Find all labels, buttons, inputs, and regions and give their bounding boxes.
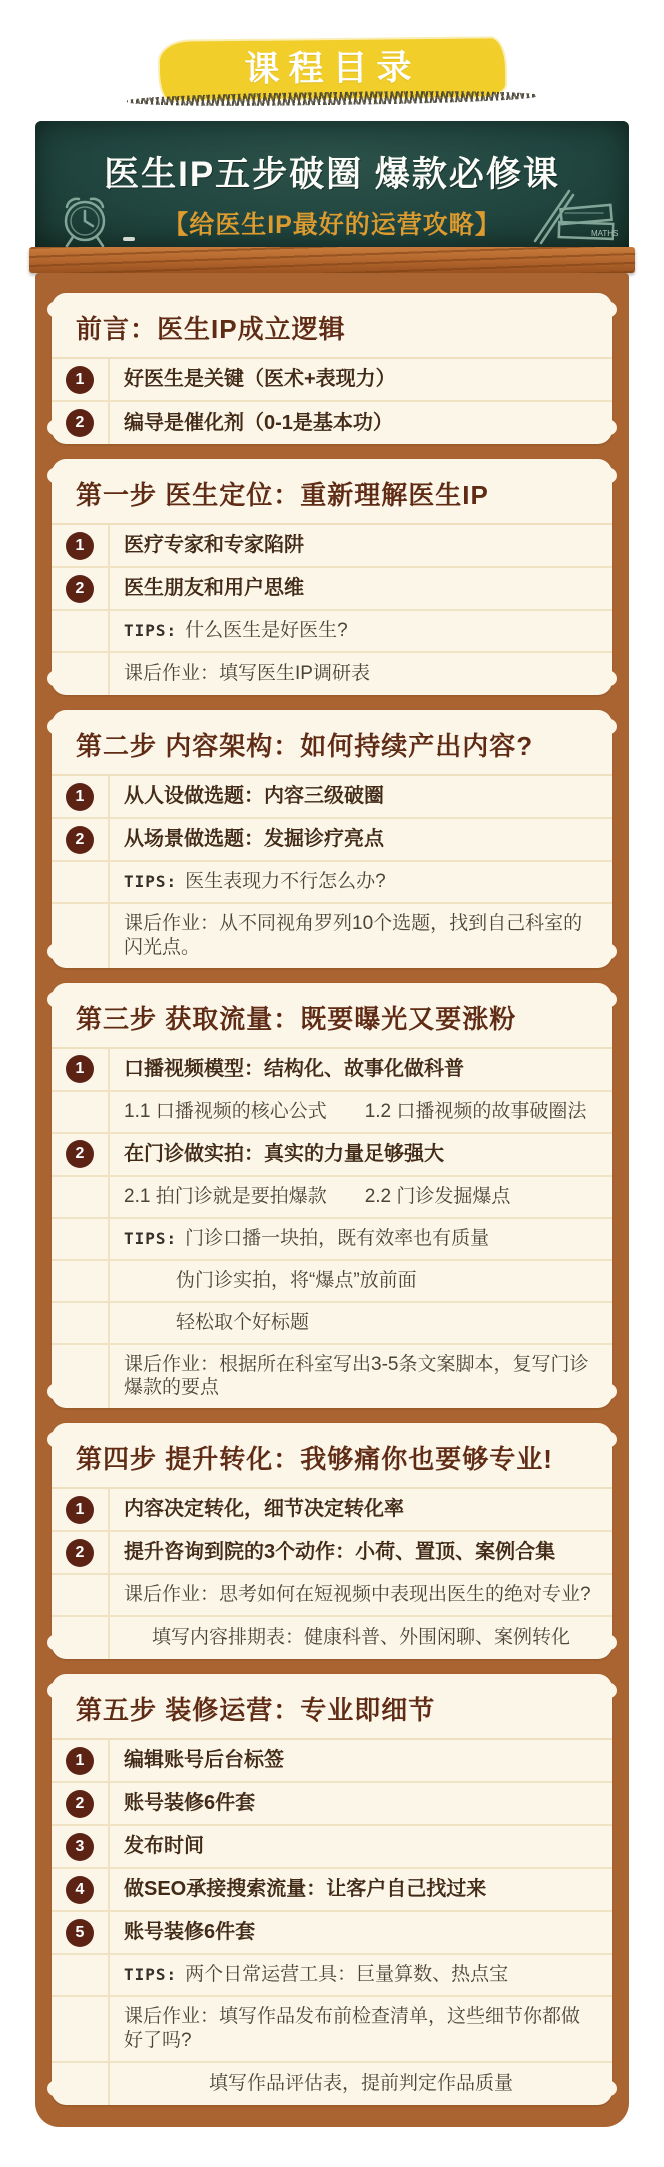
corner-ornament — [47, 944, 62, 959]
syllabus-row — [52, 1049, 612, 1092]
syllabus-row — [52, 1261, 612, 1303]
corner-ornament — [47, 2081, 62, 2096]
corner-ornament — [47, 302, 62, 317]
row-number-cell — [52, 1092, 110, 1132]
alarm-clock-icon — [47, 181, 125, 247]
row-number-cell — [52, 611, 110, 651]
row-text — [110, 1783, 612, 1824]
book-label: MATHS — [591, 229, 619, 238]
corner-ornament — [602, 1635, 617, 1650]
section-title: 前言：医生IP成立逻辑 — [52, 293, 612, 359]
corner-ornament — [602, 468, 617, 483]
syllabus-row — [52, 568, 612, 611]
item-text: 轻松取个好标题 — [176, 1311, 310, 1333]
page-bottom-space — [0, 2127, 664, 2167]
row-text — [110, 1955, 612, 1995]
item-text: 账号装修6件套 — [124, 1792, 256, 1814]
row-text — [110, 904, 612, 968]
row-number-cell — [52, 1489, 110, 1530]
item-number-badge: 1 — [66, 1055, 94, 1083]
row-text — [110, 1049, 612, 1090]
syllabus-row — [52, 1345, 612, 1409]
item-number-badge: 1 — [66, 532, 94, 560]
item-text: 账号装修6件套 — [124, 1921, 256, 1943]
row-text — [110, 1740, 612, 1781]
tips-label: TIPS: — [124, 1228, 178, 1248]
tips-label: TIPS: — [124, 1965, 178, 1984]
course-card — [52, 459, 612, 695]
corner-ornament — [602, 420, 617, 435]
row-text — [110, 2063, 612, 2105]
row-number-cell — [52, 1303, 110, 1343]
course-card — [52, 1423, 612, 1659]
corner-ornament — [602, 992, 617, 1007]
row-number-cell — [52, 1177, 110, 1217]
corner-ornament — [602, 719, 617, 734]
syllabus-row — [52, 776, 612, 819]
syllabus-row — [52, 1219, 612, 1261]
row-text — [110, 1261, 612, 1301]
syllabus-row — [52, 1532, 612, 1575]
row-number-cell — [52, 1575, 110, 1615]
section-title: 第二步 内容架构：如何持续产出内容? — [52, 710, 612, 776]
course-card — [52, 1674, 612, 2105]
item-text: 编辑账号后台标签 — [124, 1749, 284, 1771]
section-title: 第五步 装修运营：专业即细节 — [52, 1674, 612, 1740]
row-number-cell — [52, 1869, 110, 1910]
section-rows — [52, 1740, 612, 2105]
item-number-badge: 1 — [66, 783, 94, 811]
course-title: 医生IP五步破圈 爆款必修课 — [104, 155, 560, 194]
course-panel — [35, 273, 629, 2127]
item-text: 课后作业：思考如何在短视频中表现出医生的绝对专业? — [124, 1584, 591, 1606]
row-text — [110, 1532, 612, 1573]
item-text: 课后作业：从不同视角罗列10个选题，找到自己科室的闪光点。 — [124, 913, 583, 958]
row-number-cell — [52, 1912, 110, 1953]
item-text: 在门诊做实拍：真实的力量足够强大 — [124, 1142, 444, 1165]
row-text — [110, 776, 612, 817]
syllabus-row — [52, 1740, 612, 1783]
syllabus-row — [52, 1575, 612, 1617]
row-number-cell — [52, 1740, 110, 1781]
section-rows — [52, 1049, 612, 1409]
section-rows — [52, 359, 612, 444]
syllabus-row — [52, 1303, 612, 1345]
syllabus-row — [52, 1912, 612, 1955]
row-text — [110, 862, 612, 902]
row-number-cell — [52, 1997, 110, 2061]
row-text — [110, 1345, 612, 1409]
syllabus-row — [52, 611, 612, 653]
tips-label: TIPS: — [124, 621, 178, 640]
chalkboard-header — [35, 121, 629, 247]
course-subtitle: 【给医生IP最好的运营攻略】 — [163, 211, 501, 239]
row-text — [110, 1869, 612, 1910]
item-number-badge: 4 — [66, 1876, 94, 1904]
item-text: 发布时间 — [124, 1835, 204, 1857]
books-icon — [517, 177, 621, 247]
item-text: 门诊口播一块拍，既有效率也有质量 — [185, 1227, 490, 1249]
row-number-cell — [52, 1261, 110, 1301]
syllabus-row — [52, 1134, 612, 1177]
row-number-cell — [52, 862, 110, 902]
corner-ornament — [602, 302, 617, 317]
row-text — [110, 611, 612, 651]
syllabus-row — [52, 1783, 612, 1826]
banner-area — [0, 0, 664, 105]
corner-ornament — [47, 671, 62, 686]
syllabus-row — [52, 862, 612, 904]
item-text: 好医生是关键（医术+表现力） — [124, 368, 396, 390]
item-text: 编导是催化剂（0-1是基本功） — [124, 411, 393, 434]
row-text — [110, 359, 612, 400]
syllabus-row — [52, 1177, 612, 1219]
course-cards — [52, 293, 612, 2105]
item-text: 课后作业：根据所在科室写出3-5条文案脚本，复写门诊爆款的要点 — [124, 1353, 589, 1399]
row-text — [110, 1303, 612, 1343]
tips-label: TIPS: — [124, 872, 178, 891]
item-number-badge: 2 — [66, 1539, 94, 1567]
corner-ornament — [47, 1683, 62, 1698]
row-text — [110, 1912, 612, 1953]
row-number-cell — [52, 359, 110, 400]
row-number-cell — [52, 1345, 110, 1409]
item-text: 什么医生是好医生? — [185, 620, 348, 642]
row-text — [110, 402, 612, 444]
syllabus-row — [52, 1617, 612, 1659]
corner-ornament — [47, 420, 62, 435]
item-number-badge: 2 — [66, 1140, 94, 1168]
corner-ornament — [602, 1432, 617, 1447]
item-text: 医生表现力不行怎么办? — [185, 871, 386, 893]
item-number-badge: 1 — [66, 1496, 94, 1524]
item-number-badge: 2 — [66, 1790, 94, 1818]
syllabus-row — [52, 1997, 612, 2063]
row-number-cell — [52, 525, 110, 566]
row-number-cell — [52, 1134, 110, 1175]
course-card — [52, 983, 612, 1409]
syllabus-row — [52, 1955, 612, 1997]
syllabus-row — [52, 904, 612, 968]
section-rows — [52, 1489, 612, 1659]
course-card — [52, 293, 612, 444]
item-text: 伪门诊实拍，将“爆点”放前面 — [176, 1269, 417, 1291]
row-text — [110, 1826, 612, 1867]
section-title: 第三步 获取流量：既要曝光又要涨粉 — [52, 983, 612, 1049]
corner-ornament — [602, 1683, 617, 1698]
row-number-cell — [52, 568, 110, 609]
row-number-cell — [52, 776, 110, 817]
item-text: 从场景做选题：发掘诊疗亮点 — [124, 828, 384, 850]
corner-ornament — [47, 1635, 62, 1650]
syllabus-row — [52, 2063, 612, 2105]
item-text: 提升咨询到院的3个动作：小荷、置顶、案例合集 — [124, 1541, 556, 1563]
row-number-cell — [52, 904, 110, 968]
section-rows — [52, 525, 612, 695]
syllabus-row — [52, 819, 612, 862]
syllabus-row — [52, 1092, 612, 1134]
row-text — [110, 653, 612, 695]
corner-ornament — [47, 1432, 62, 1447]
row-number-cell — [52, 1955, 110, 1995]
item-text: 课后作业：填写作品发布前检查清单，这些细节你都做好了吗? — [124, 2006, 581, 2051]
row-number-cell — [52, 1049, 110, 1090]
row-text — [110, 1092, 612, 1132]
item-number-badge: 3 — [66, 1833, 94, 1861]
item-text: 填写作品评估表，提前判定作品质量 — [208, 2072, 513, 2094]
item-text: 医生朋友和用户思维 — [124, 577, 304, 599]
corner-ornament — [602, 1384, 617, 1399]
row-text — [110, 568, 612, 609]
row-number-cell — [52, 1826, 110, 1867]
corner-ornament — [47, 468, 62, 483]
row-text — [110, 1997, 612, 2061]
item-text: 1.1 口播视频的核心公式 1.2 口播视频的故事破圈法 — [124, 1100, 587, 1122]
corner-ornament — [47, 719, 62, 734]
corner-ornament — [47, 1384, 62, 1399]
corner-ornament — [47, 992, 62, 1007]
row-number-cell — [52, 1532, 110, 1573]
row-number-cell — [52, 1219, 110, 1259]
row-text — [110, 1177, 612, 1217]
item-text: 做SEO承接搜索流量：让客户自己找过来 — [124, 1878, 487, 1900]
item-number-badge: 2 — [66, 409, 94, 437]
row-number-cell — [52, 1783, 110, 1824]
syllabus-row — [52, 525, 612, 568]
row-number-cell — [52, 819, 110, 860]
item-number-badge: 1 — [66, 366, 94, 394]
item-text: 填写内容排期表：健康科普、外围闲聊、案例转化 — [151, 1627, 570, 1649]
row-text — [110, 1489, 612, 1530]
row-text — [110, 1219, 612, 1259]
item-number-badge: 2 — [66, 575, 94, 603]
row-text — [110, 1575, 612, 1615]
section-title: 第一步 医生定位：重新理解医生IP — [52, 459, 612, 525]
corner-ornament — [602, 671, 617, 686]
syllabus-row — [52, 1826, 612, 1869]
item-number-badge: 2 — [66, 826, 94, 854]
syllabus-row — [52, 653, 612, 695]
corner-ornament — [602, 2081, 617, 2096]
item-text: 从人设做选题：内容三级破圈 — [124, 785, 384, 807]
item-text: 内容决定转化，细节决定转化率 — [124, 1498, 404, 1520]
chalk-piece — [123, 237, 135, 241]
item-number-badge: 1 — [66, 1747, 94, 1775]
banner-title: 课程目录 — [243, 48, 421, 89]
row-text — [110, 1134, 612, 1175]
section-rows — [52, 776, 612, 968]
course-card — [52, 710, 612, 968]
item-text: 两个日常运营工具：巨量算数、热点宝 — [185, 1964, 509, 1986]
item-text: 课后作业：填写医生IP调研表 — [124, 663, 370, 685]
item-text: 口播视频模型：结构化、故事化做科普 — [124, 1057, 464, 1080]
item-number-badge: 5 — [66, 1919, 94, 1947]
syllabus-row — [52, 402, 612, 444]
item-text: 2.1 拍门诊就是要拍爆款 2.2 门诊发掘爆点 — [124, 1185, 511, 1207]
syllabus-row — [52, 1869, 612, 1912]
row-text — [110, 819, 612, 860]
item-text: 医疗专家和专家陷阱 — [124, 534, 304, 556]
syllabus-row — [52, 359, 612, 402]
section-title: 第四步 提升转化：我够痛你也要够专业! — [52, 1423, 612, 1489]
syllabus-row — [52, 1489, 612, 1532]
wooden-shelf — [29, 247, 635, 273]
row-text — [110, 1617, 612, 1659]
row-text — [110, 525, 612, 566]
corner-ornament — [602, 944, 617, 959]
